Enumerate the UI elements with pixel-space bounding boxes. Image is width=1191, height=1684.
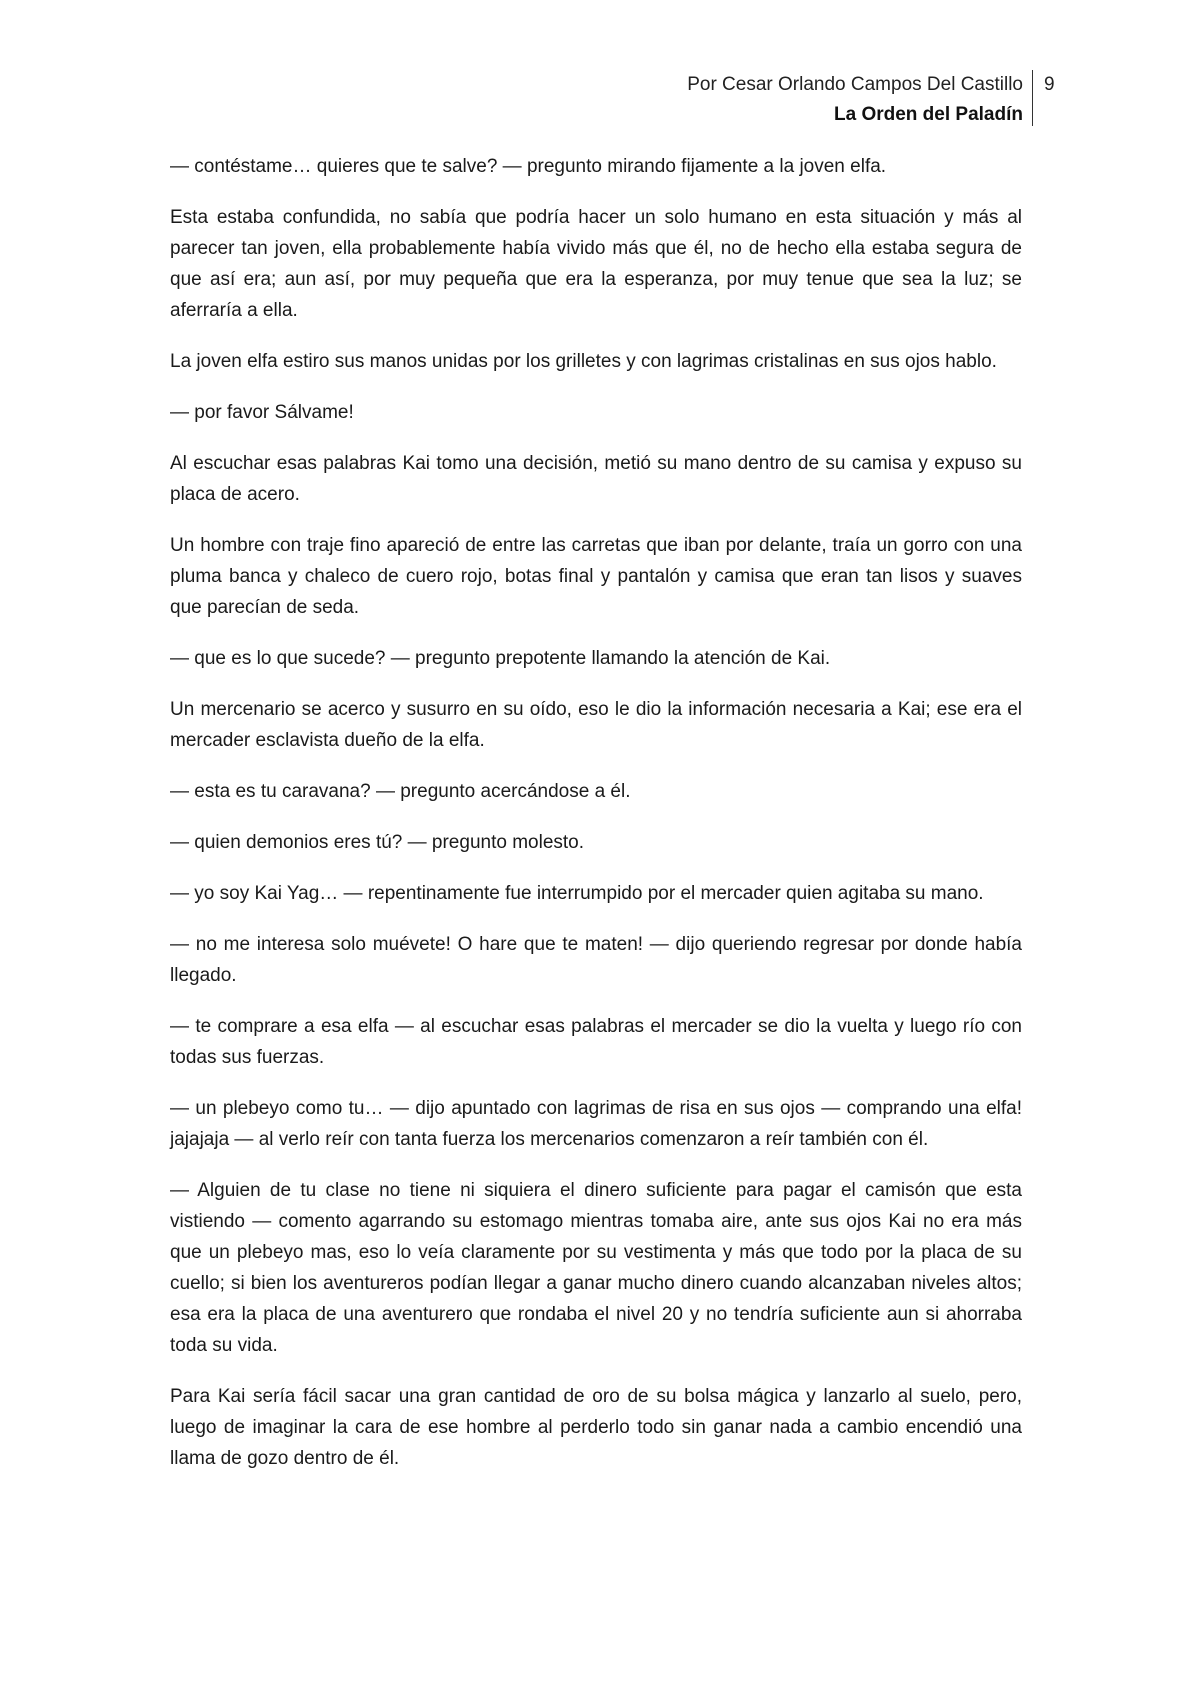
paragraph: — por favor Sálvame! [170, 402, 354, 423]
paragraph: — esta es tu caravana? — pregunto acercándose a él. [170, 781, 631, 802]
header-divider [1032, 70, 1033, 126]
paragraph: — contéstame… quieres que te salve? — pregunto mirando fijamente a la joven elfa. [170, 156, 887, 177]
paragraph: Un hombre con traje fino apareció de entre las carretas que iban por delante, traía un gorro con una pluma banca y chaleco de cuero rojo, botas final y pantalón y camisa que eran tan lisos y suaves que parecían de seda. [170, 535, 1022, 618]
paragraph: La joven elfa estiro sus manos unidas por los grilletes y con lagrimas cristalinas en sus ojos hablo. [170, 351, 997, 372]
paragraph: — que es lo que sucede? — pregunto prepotente llamando la atención de Kai. [170, 648, 831, 669]
paragraph: Al escuchar esas palabras Kai tomo una decisión, metió su mano dentro de su camisa y expuso su placa de acero. [170, 453, 1022, 505]
paragraph: — te comprare a esa elfa — al escuchar esas palabras el mercader se dio la vuelta y luego río con todas sus fuerzas. [170, 1016, 1022, 1068]
body-text [170, 151, 1022, 1494]
page-number: 9 [1044, 74, 1055, 95]
paragraph: — Alguien de tu clase no tiene ni siquiera el dinero suficiente para pagar el camisón que esta vistiendo — comento agarrando su estomago mientras tomaba aire, ante sus ojos Kai no era más que un plebeyo mas, eso lo veía claramente por su vestimenta y más que todo por la placa de su cuello; si bien los aventureros podían llegar a ganar mucho dinero cuando alcanzaban niveles altos; esa era la placa de una aventurero que rondaba el nivel 20 y no tendría suficiente aun si ahorraba toda su vida. [170, 1180, 1022, 1356]
paragraph: Esta estaba confundida, no sabía que podría hacer un solo humano en esta situación y más al parecer tan joven, ella probablemente había vivido más que él, no de hecho ella estaba segura de que así era; aun así, por muy pequeña que era la esperanza, por muy tenue que sea la luz; se aferraría a ella. [170, 207, 1022, 321]
header-book-title: La Orden del Paladín [834, 104, 1023, 125]
paragraph: — quien demonios eres tú? — pregunto molesto. [170, 832, 585, 853]
paragraph: — no me interesa solo muévete! O hare que te maten! — dijo queriendo regresar por donde había llegado. [170, 934, 1022, 986]
paragraph: Para Kai sería fácil sacar una gran cantidad de oro de su bolsa mágica y lanzarlo al suelo, pero, luego de imaginar la cara de ese hombre al perderlo todo sin ganar nada a cambio encendió una llama de gozo dentro de él. [170, 1386, 1022, 1469]
paragraph: Un mercenario se acerco y susurro en su oído, eso le dio la información necesaria a Kai; ese era el mercader esclavista dueño de la elfa. [170, 699, 1022, 751]
paragraph: — yo soy Kai Yag… — repentinamente fue interrumpido por el mercader quien agitaba su mano. [170, 883, 984, 904]
page-header [687, 70, 1023, 130]
paragraph: — un plebeyo como tu… — dijo apuntado con lagrimas de risa en sus ojos — comprando una elfa! jajajaja — al verlo reír con tanta fuerza los mercenarios comenzaron a reír también con él. [170, 1098, 1022, 1150]
header-author: Por Cesar Orlando Campos Del Castillo [687, 74, 1023, 95]
